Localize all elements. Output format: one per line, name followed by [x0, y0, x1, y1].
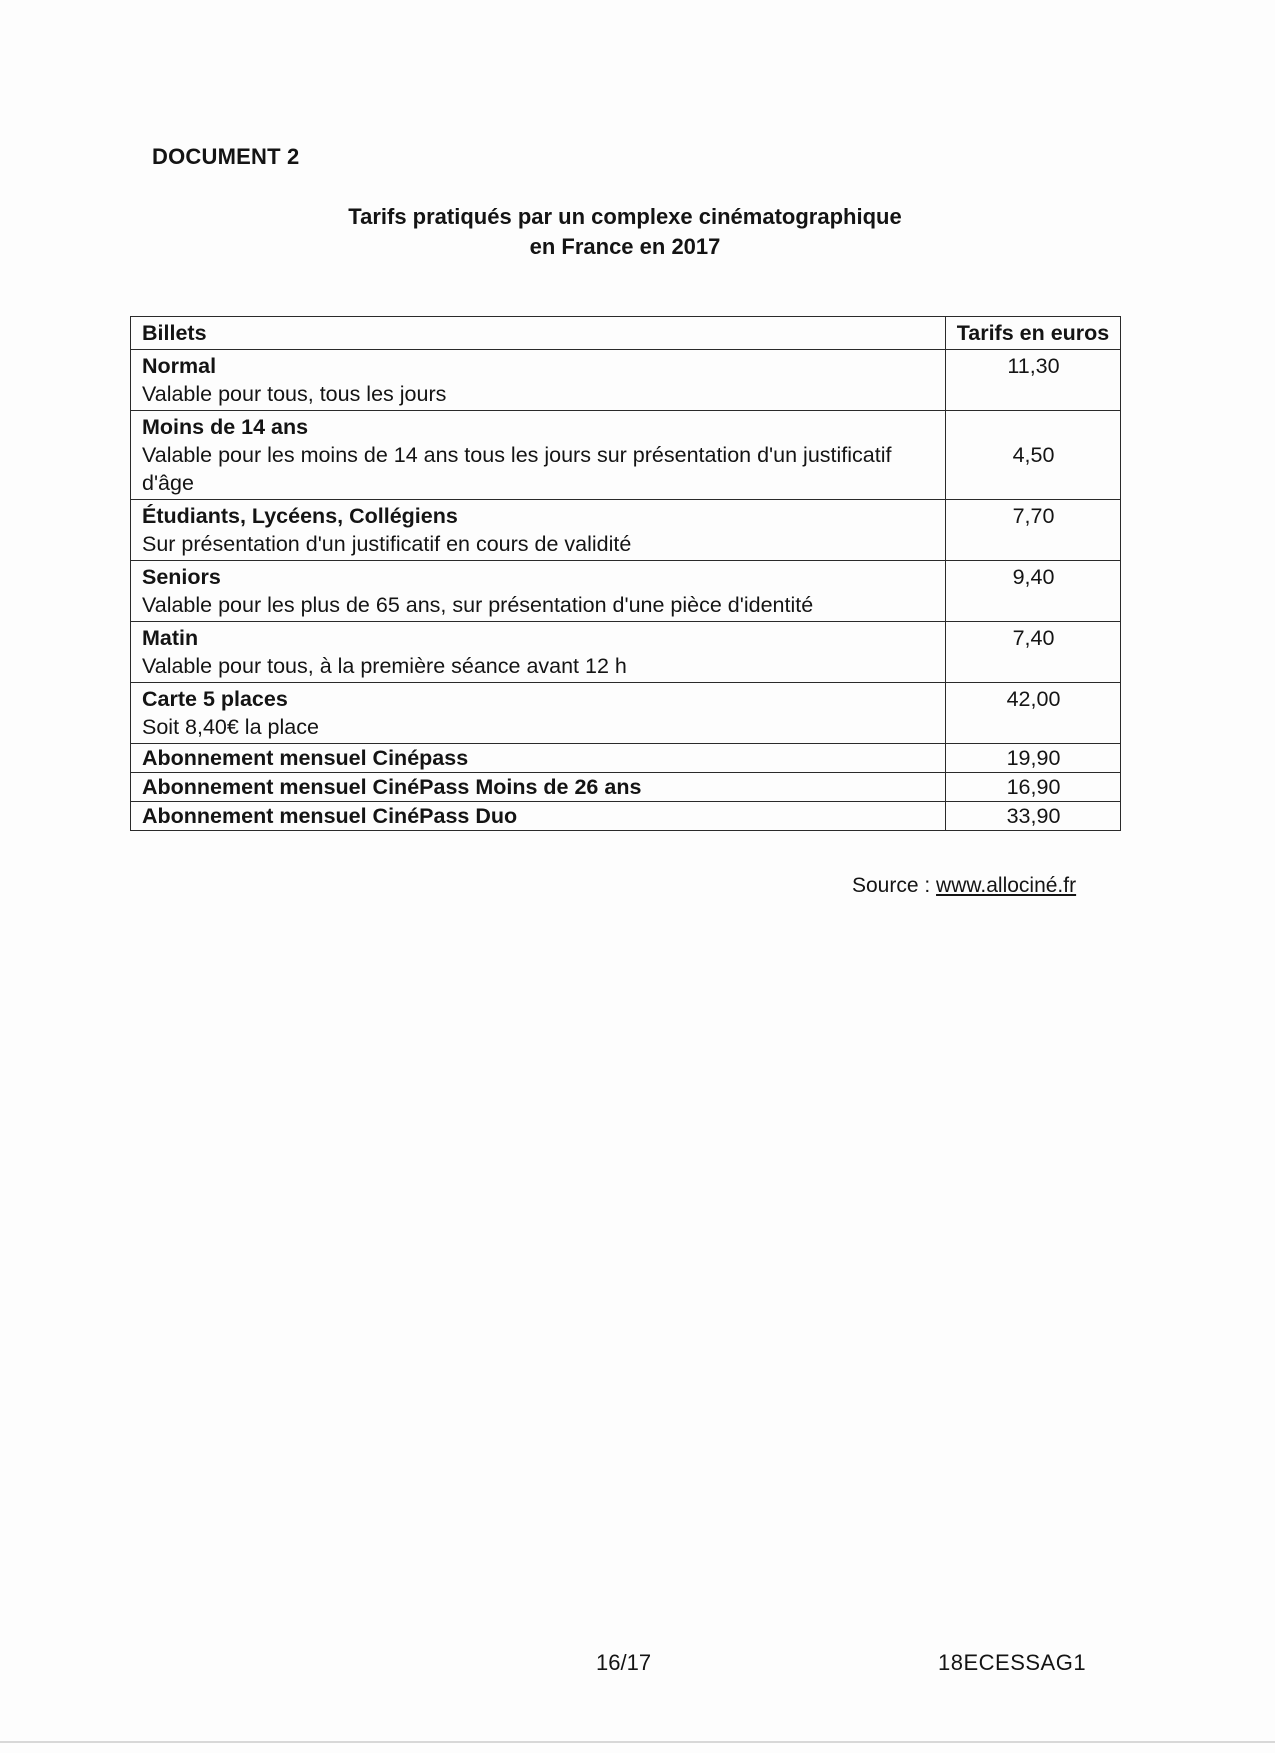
table-row — [131, 561, 1121, 622]
source-citation — [852, 874, 1076, 898]
row-name: Abonnement mensuel CinéPass Duo — [142, 804, 518, 828]
row-label-cell — [131, 622, 946, 683]
row-label-cell — [131, 500, 946, 561]
header-tarifs: Tarifs en euros — [946, 317, 1121, 350]
row-name: Étudiants, Lycéens, Collégiens — [142, 504, 458, 528]
table-row — [131, 773, 1121, 802]
source-prefix: Source : — [852, 874, 937, 897]
row-name: Matin — [142, 626, 199, 650]
table-row — [131, 350, 1121, 411]
row-label-cell — [131, 802, 946, 831]
row-price: 4,50 — [946, 411, 1121, 500]
document-code: 18ECESSAG1 — [938, 1650, 1087, 1675]
header-billets: Billets — [131, 317, 946, 350]
row-name: Abonnement mensuel CinéPass Moins de 26 ans — [142, 775, 642, 799]
table-row — [131, 500, 1121, 561]
row-description: Valable pour les moins de 14 ans tous les jours sur présentation d'un justificatif d'âge — [142, 443, 892, 495]
title-line-1: Tarifs pratiqués par un complexe cinématographique — [348, 204, 902, 229]
source-link[interactable]: www.allociné.fr — [936, 874, 1077, 897]
row-label-cell — [131, 411, 946, 500]
table-row — [131, 744, 1121, 773]
page-bottom-edge — [0, 1741, 1275, 1743]
table-row — [131, 411, 1121, 500]
row-price: 7,70 — [946, 500, 1121, 561]
table-row — [131, 683, 1121, 744]
row-name: Abonnement mensuel Cinépass — [142, 746, 469, 770]
row-name: Normal — [142, 354, 217, 378]
row-name: Moins de 14 ans — [142, 415, 309, 439]
page-number: 16/17 — [596, 1650, 652, 1675]
row-price: 33,90 — [946, 802, 1121, 831]
row-label-cell — [131, 744, 946, 773]
row-name: Carte 5 places — [142, 687, 288, 711]
row-price: 9,40 — [946, 561, 1121, 622]
row-price: 19,90 — [946, 744, 1121, 773]
row-label-cell — [131, 350, 946, 411]
row-price: 7,40 — [946, 622, 1121, 683]
row-label-cell — [131, 561, 946, 622]
row-label-cell — [131, 683, 946, 744]
row-price: 16,90 — [946, 773, 1121, 802]
row-label-cell — [131, 773, 946, 802]
table-row — [131, 802, 1121, 831]
row-description: Soit 8,40€ la place — [142, 715, 319, 739]
row-name: Seniors — [142, 565, 221, 589]
title-line-2: en France en 2017 — [529, 234, 721, 259]
table-header-row — [131, 317, 1121, 350]
row-description: Valable pour les plus de 65 ans, sur présentation d'une pièce d'identité — [142, 593, 814, 617]
tarifs-table — [130, 316, 1121, 831]
row-description: Valable pour tous, à la première séance avant 12 h — [142, 654, 627, 678]
table-row — [131, 622, 1121, 683]
row-description: Sur présentation d'un justificatif en cours de validité — [142, 532, 632, 556]
row-price: 42,00 — [946, 683, 1121, 744]
row-price: 11,30 — [946, 350, 1121, 411]
row-description: Valable pour tous, tous les jours — [142, 382, 447, 406]
document-title — [230, 202, 1020, 262]
document-label: DOCUMENT 2 — [152, 144, 300, 169]
